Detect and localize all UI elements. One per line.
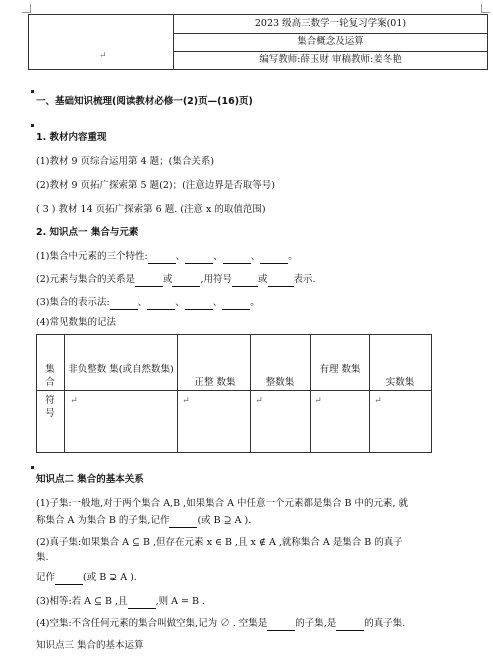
answer-blank[interactable] xyxy=(135,276,163,287)
answer-blank[interactable] xyxy=(267,620,295,631)
subset-definition-2 xyxy=(36,514,251,528)
section-one-heading: 一、基础知识梳理(阅读教材必修一(2)页—(16)页) xyxy=(36,96,253,107)
set-equality-suffix: ,则 A = B . xyxy=(155,596,205,607)
answer-blank[interactable] xyxy=(268,276,294,287)
return-mark: ↵ xyxy=(255,396,263,406)
element-relation-or: 或 xyxy=(162,274,173,285)
corner-mark-top-left xyxy=(22,4,31,13)
set-equality-line xyxy=(36,595,205,609)
table-header-rational: 有理 数集 xyxy=(319,364,361,375)
paragraph-marker xyxy=(31,124,34,127)
element-properties-line: (1)集合中元素的三个特性: 、 、 、 。 xyxy=(36,251,298,262)
answer-blank[interactable] xyxy=(223,253,251,264)
textbook-item-2: (2)教材 9 页拓广探索第 5 题(2)；(注意边界是否取等号) xyxy=(36,180,275,191)
element-relation-or2: 或 xyxy=(258,274,268,285)
header-left-cell xyxy=(29,15,174,69)
answer-blank[interactable] xyxy=(110,299,138,310)
set-representation-suffix: 。 xyxy=(250,297,260,308)
corner-mark-top-right xyxy=(481,4,490,13)
proper-subset-notation xyxy=(36,571,137,585)
sub1-heading: 1. 教材内容重现 xyxy=(36,132,107,143)
knowledge-three-heading: 知识点三 集合的基本运算 xyxy=(36,640,144,651)
return-mark: ↵ xyxy=(182,396,190,406)
header-table xyxy=(28,14,488,70)
empty-set-line xyxy=(36,617,405,631)
answer-blank[interactable] xyxy=(128,598,156,609)
set-representation-prefix: (3)集合的表示法: xyxy=(36,297,110,308)
answer-blank[interactable] xyxy=(185,299,213,310)
header-authors: 编写教师:薛玉财 审稿教师:姜冬艳 xyxy=(259,54,402,65)
subset-def-prefix: 称集合 A 为集合 B 的子集,记作 xyxy=(36,515,170,526)
set-representation-line: (3)集合的表示法: 、 、 、 。 xyxy=(36,297,260,308)
empty-set-suffix: 的真子集. xyxy=(364,618,406,629)
table-header-positive-int: 正整 数集 xyxy=(194,377,236,388)
textbook-item-1: (1)教材 9 页综合运用第 4 题；(集合关系) xyxy=(36,156,215,167)
number-sets-caption: (4)常见数集的记法 xyxy=(36,317,116,328)
header-subtitle: 集合概念及运算 xyxy=(174,33,487,52)
paragraph-marker xyxy=(31,90,34,93)
answer-blank[interactable] xyxy=(260,253,288,264)
paragraph-marker xyxy=(31,466,34,469)
element-relation-line xyxy=(36,273,316,287)
set-equality-prefix: (3)相等:若 A ⊆ B ,且 xyxy=(36,596,128,607)
answer-blank[interactable] xyxy=(148,253,176,264)
element-relation-prefix: (2)元素与集合的关系是 xyxy=(36,274,135,285)
table-header-set: 集合 xyxy=(45,364,55,388)
proper-subset-suffix: (或 B ⊋ A ). xyxy=(83,572,137,583)
answer-blank[interactable] xyxy=(336,620,364,631)
element-properties-prefix: (1)集合中元素的三个特性: xyxy=(36,251,148,262)
answer-blank[interactable] xyxy=(169,517,197,528)
table-row-label: 符号 xyxy=(45,395,55,419)
answer-blank[interactable] xyxy=(55,574,83,585)
element-relation-symbol: ,用符号 xyxy=(200,274,233,285)
answer-blank[interactable] xyxy=(172,276,200,287)
empty-set-prefix: (4)空集:不含任何元素的集合叫做空集,记为 ∅ . 空集是 xyxy=(36,618,268,629)
answer-blank[interactable] xyxy=(185,253,213,264)
return-mark: ↵ xyxy=(374,396,382,406)
return-mark: ↵ xyxy=(70,396,78,406)
header-title: 2023 级高三数学一轮复习学案(01) xyxy=(174,15,487,34)
header-left-mark: ↵ xyxy=(99,51,107,61)
proper-subset-prefix: 记作 xyxy=(36,572,56,583)
proper-subset-definition-1: (2)真子集:如果集合 A ⊆ B ,但存在元素 x ∈ B ,且 x ∉ A ,就称集合 A 是集合 B 的真子 xyxy=(36,537,403,548)
answer-blank[interactable] xyxy=(232,276,258,287)
textbook-item-3: ( 3 ) 教材 14 页拓广探索第 6 题. (注意 x 的取值范围) xyxy=(36,204,266,215)
subset-def-suffix: (或 B ⊇ A ). xyxy=(197,515,252,526)
element-relation-suffix: 表示. xyxy=(293,274,316,285)
return-mark: ↵ xyxy=(314,396,322,406)
answer-blank[interactable] xyxy=(222,299,250,310)
section-two-heading: 知识点二 集合的基本关系 xyxy=(36,474,144,485)
table-header-real: 实数集 xyxy=(385,377,415,388)
number-set-table xyxy=(36,334,432,453)
table-header-integer: 整数集 xyxy=(265,377,295,388)
empty-set-mid: 的子集,是 xyxy=(295,618,337,629)
table-header-natural: 非负整数 集(或自然数集) xyxy=(68,364,174,375)
sub2-heading: 2. 知识点一 集合与元素 xyxy=(36,227,139,238)
proper-subset-definition-2: 集. xyxy=(36,552,49,563)
element-properties-suffix: 。 xyxy=(288,251,298,262)
subset-definition-1: (1)子集:一般地,对于两个集合 A,B ,如果集合 A 中任意一个元素都是集合 B 中的元素, 就 xyxy=(36,498,409,509)
answer-blank[interactable] xyxy=(147,299,175,310)
